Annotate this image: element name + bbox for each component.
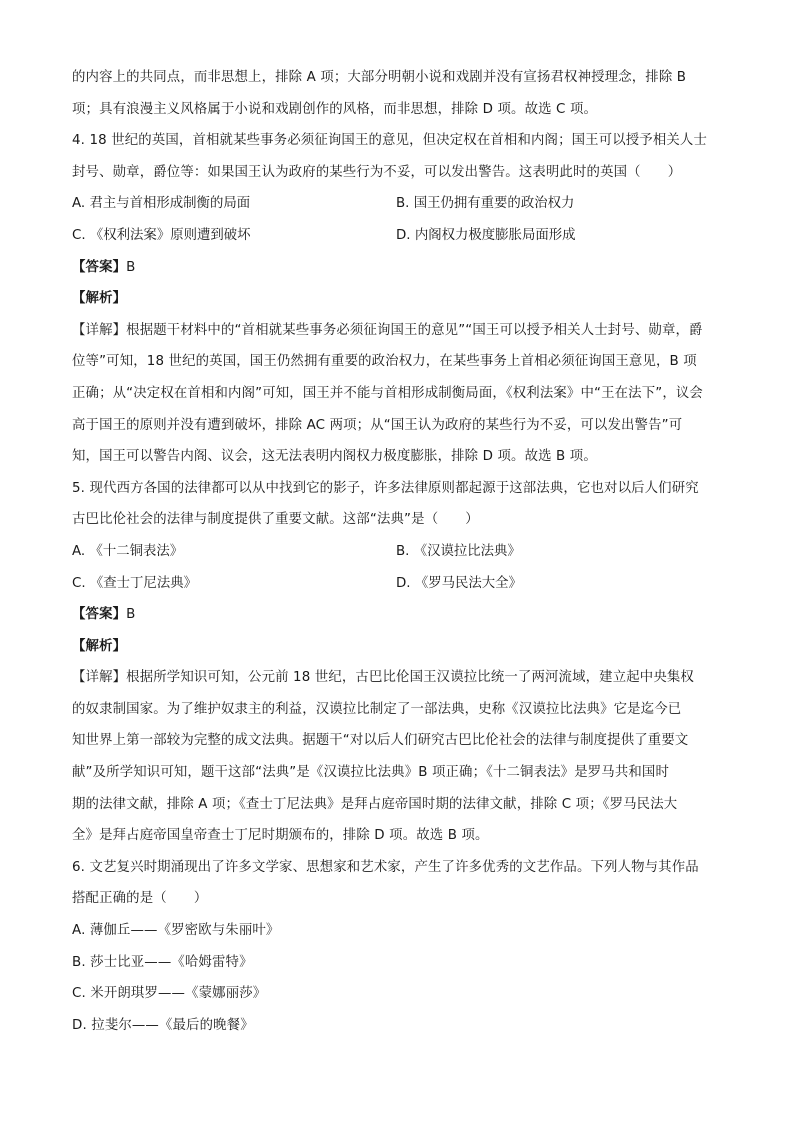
detail-line: 【详解】根据题干材料中的“首相就某些事务必须征询国王的意见”“国王可以授予相关人士封号、勋章，爵 bbox=[72, 322, 703, 338]
detail-line: 知，国王可以警告内阁、议会，这无法表明内阁权力极度膨胀，排除 D 项。故选 B 项。 bbox=[72, 449, 597, 465]
option-d: D. 拉斐尔——《最后的晚餐》 bbox=[72, 1017, 254, 1033]
detail-line: 知世界上第一部较为完整的成文法典。据题干“对以后人们研究古巴比伦社会的法律与制度提供了重要文 bbox=[72, 733, 689, 749]
option-d: D. 《罗马民法大全》 bbox=[396, 575, 522, 591]
option-c: C. 《查士丁尼法典》 bbox=[72, 575, 197, 591]
option-a: A. 君主与首相形成制衡的局面 bbox=[72, 196, 251, 212]
question-5 bbox=[72, 473, 732, 852]
option-a: A. 《十二铜表法》 bbox=[72, 543, 184, 559]
document-page bbox=[72, 62, 732, 1041]
question-4 bbox=[72, 125, 732, 473]
detail-line: 全》是拜占庭帝国皇帝查士丁尼时期颁布的，排除 D 项。故选 B 项。 bbox=[72, 828, 489, 844]
option-row bbox=[72, 568, 732, 600]
analysis-tag: 【解析】 bbox=[72, 638, 127, 654]
detail-line: 正确；从“决定权在首相和内阁”可知，国王并不能与首相形成制衡局面，《权利法案》中“王在法下”，议会 bbox=[72, 385, 703, 401]
option-c: C. 米开朗琪罗——《蒙娜丽莎》 bbox=[72, 986, 267, 1002]
question-stem: 4. 18 世纪的英国，首相就某些事务必须征询国王的意见，但决定权在首相和内阁；国王可以授予相关人士 bbox=[72, 133, 708, 149]
detail-line: 高于国王的原则并没有遭到破坏，排除 AC 两项；从“国王认为政府的某些行为不妥，可以发出警告”可 bbox=[72, 417, 683, 433]
answer-value: B bbox=[126, 607, 136, 623]
question-stem: 封号、勋章，爵位等：如果国王认为政府的某些行为不妥，可以发出警告。这表明此时的英国（ ） bbox=[72, 164, 682, 180]
detail-line: 位等”可知，18 世纪的英国，国王仍然拥有重要的政治权力，在某些事务上首相必须征询国王意见，B 项 bbox=[72, 354, 697, 370]
option-c: C. 《权利法案》原则遭到破坏 bbox=[72, 227, 251, 243]
detail-line: 献”及所学知识可知，题干这部“法典”是《汉谟拉比法典》B 项正确；《十二铜表法》是罗马共和国时 bbox=[72, 765, 670, 781]
question-stem: 5. 现代西方各国的法律都可以从中找到它的影子，许多法律原则都起源于这部法典，它也对以后人们研究 bbox=[72, 480, 699, 496]
analysis-tag: 【解析】 bbox=[72, 291, 127, 307]
option-row bbox=[72, 220, 732, 252]
option-b: B. 莎士比亚——《哈姆雷特》 bbox=[72, 954, 253, 970]
option-row bbox=[72, 536, 732, 568]
answer-tag: 【答案】 bbox=[72, 607, 127, 623]
option-b: B. 国王仍拥有重要的政治权力 bbox=[396, 196, 575, 212]
answer-value: B bbox=[126, 259, 136, 275]
option-d: D. 内阁权力极度膨胀局面形成 bbox=[396, 227, 576, 243]
option-a: A. 薄伽丘——《罗密欧与朱丽叶》 bbox=[72, 923, 280, 939]
text-line: 项；具有浪漫主义风格属于小说和戏剧创作的风格，而非思想，排除 D 项。故选 C 项。 bbox=[72, 101, 598, 117]
answer-tag: 【答案】 bbox=[72, 259, 127, 275]
answer-line bbox=[72, 252, 732, 284]
option-b: B. 《汉谟拉比法典》 bbox=[396, 543, 521, 559]
detail-line: 【详解】根据所学知识可知，公元前 18 世纪，古巴比伦国王汉谟拉比统一了两河流域，建立起中央集权 bbox=[72, 670, 694, 686]
detail-line: 期的法律文献，排除 A 项；《查士丁尼法典》是拜占庭帝国时期的法律文献，排除 C 项；《罗马民法大 bbox=[72, 796, 678, 812]
question-stem: 搭配正确的是（ ） bbox=[72, 891, 208, 907]
question-stem: 6. 文艺复兴时期涌现出了许多文学家、思想家和艺术家，产生了许多优秀的文艺作品。下列人物与其作品 bbox=[72, 859, 699, 875]
question-stem: 古巴比伦社会的法律与制度提供了重要文献。这部“法典”是（ ） bbox=[72, 512, 479, 528]
detail-line: 的奴隶制国家。为了维护奴隶主的利益，汉谟拉比制定了一部法典，史称《汉谟拉比法典》它是迄今已 bbox=[72, 701, 682, 717]
question-6 bbox=[72, 852, 732, 1042]
text-line: 的内容上的共同点，而非思想上，排除 A 项；大部分明朝小说和戏剧并没有宣扬君权神授理念，排除 B bbox=[72, 70, 687, 85]
answer-line bbox=[72, 599, 732, 631]
option-row bbox=[72, 188, 732, 220]
